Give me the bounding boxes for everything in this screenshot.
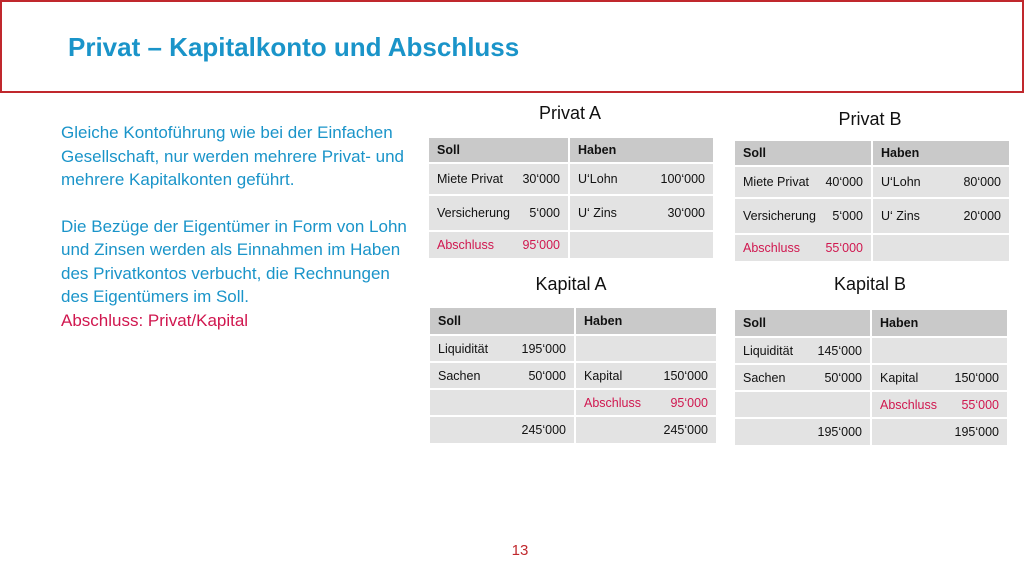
table-header-row	[734, 140, 1010, 166]
table-row	[734, 364, 1008, 391]
soll-label: Liquidität	[743, 343, 794, 358]
privat-a-title: Privat A	[538, 103, 602, 123]
haben-total: 245‘000	[575, 416, 717, 444]
soll-value: 5‘000	[832, 209, 863, 223]
haben-value: 100‘000	[660, 172, 705, 186]
soll-total: 195‘000	[734, 418, 871, 446]
soll-label: Versicherung	[437, 206, 510, 220]
soll-header: Soll	[429, 307, 575, 335]
privat-b-table	[733, 139, 1011, 263]
haben-value: 55‘000	[961, 397, 999, 412]
soll-label: Abschluss	[437, 238, 494, 252]
haben-header: Haben	[872, 140, 1010, 166]
table-row	[734, 198, 1010, 234]
table-total-row	[429, 416, 717, 444]
haben-header: Haben	[871, 309, 1008, 337]
privat-b-title: Privat B	[838, 109, 902, 129]
soll-header: Soll	[734, 140, 872, 166]
table-row	[734, 234, 1010, 262]
soll-label: Miete Privat	[743, 175, 809, 189]
soll-header: Soll	[428, 137, 569, 163]
soll-value: 145‘000	[817, 343, 862, 358]
table-row	[734, 337, 1008, 364]
soll-label: Sachen	[743, 370, 786, 385]
haben-value: 150‘000	[663, 368, 708, 383]
table-row	[734, 166, 1010, 198]
haben-total: 195‘000	[871, 418, 1008, 446]
soll-label: Sachen	[438, 368, 481, 383]
haben-label: U‘ Zins	[881, 209, 920, 223]
soll-value: 30‘000	[522, 172, 560, 186]
haben-value: 80‘000	[963, 175, 1001, 189]
soll-label: Miete Privat	[437, 172, 503, 186]
table-row	[428, 195, 714, 231]
privat-a-table	[427, 136, 715, 260]
haben-label: Kapital	[880, 370, 919, 385]
haben-label: U‘ Zins	[578, 206, 617, 220]
haben-header: Haben	[569, 137, 714, 163]
soll-label: Versicherung	[743, 209, 816, 223]
soll-value: 40‘000	[825, 175, 863, 189]
haben-value: 20‘000	[963, 209, 1001, 223]
soll-label: Abschluss	[743, 241, 800, 255]
soll-value: 50‘000	[824, 370, 862, 385]
kapital-b-table	[733, 308, 1009, 447]
soll-total: 245‘000	[429, 416, 575, 444]
body-text	[61, 121, 416, 332]
haben-value: 30‘000	[667, 206, 705, 220]
haben-label: Abschluss	[584, 395, 641, 410]
haben-value: 150‘000	[954, 370, 999, 385]
table-row	[429, 335, 717, 362]
soll-value: 50‘000	[528, 368, 566, 383]
title-frame	[0, 0, 1024, 93]
soll-header: Soll	[734, 309, 871, 337]
soll-label: Liquidität	[438, 341, 489, 356]
kapital-a-table	[428, 306, 718, 445]
table-row	[429, 389, 717, 416]
soll-value: 195‘000	[521, 341, 566, 356]
table-total-row	[734, 418, 1008, 446]
table-row	[429, 362, 717, 389]
slide-title: Privat – Kapitalkonto und Abschluss	[68, 32, 520, 62]
haben-label: Abschluss	[880, 397, 937, 412]
soll-value: 95‘000	[522, 238, 560, 252]
haben-label: Kapital	[584, 368, 623, 383]
table-header-row	[429, 307, 717, 335]
table-row	[428, 163, 714, 195]
table-row	[428, 231, 714, 259]
haben-header: Haben	[575, 307, 717, 335]
closing-line: Abschluss: Privat/Kapital	[61, 310, 249, 330]
table-header-row	[428, 137, 714, 163]
table-row	[734, 391, 1008, 418]
page-number: 13	[511, 542, 529, 559]
haben-value: 95‘000	[670, 395, 708, 410]
paragraph-1: Gleiche Kontoführung wie bei der Einfachen Gesellschaft, nur werden mehrere Privat- und mehrere Kapitalkonten geführt.	[61, 123, 404, 189]
paragraph-2: Die Bezüge der Eigentümer in Form von Lohn und Zinsen werden als Einnahmen im Haben des Privatkontos verbucht, die Rechnungen des Eigentümers im Soll.	[61, 216, 407, 306]
soll-value: 5‘000	[529, 206, 560, 220]
kapital-b-title: Kapital B	[833, 274, 907, 294]
soll-value: 55‘000	[825, 241, 863, 255]
kapital-a-title: Kapital A	[535, 274, 607, 294]
haben-label: U‘Lohn	[578, 172, 618, 186]
haben-label: U‘Lohn	[881, 175, 921, 189]
table-header-row	[734, 309, 1008, 337]
